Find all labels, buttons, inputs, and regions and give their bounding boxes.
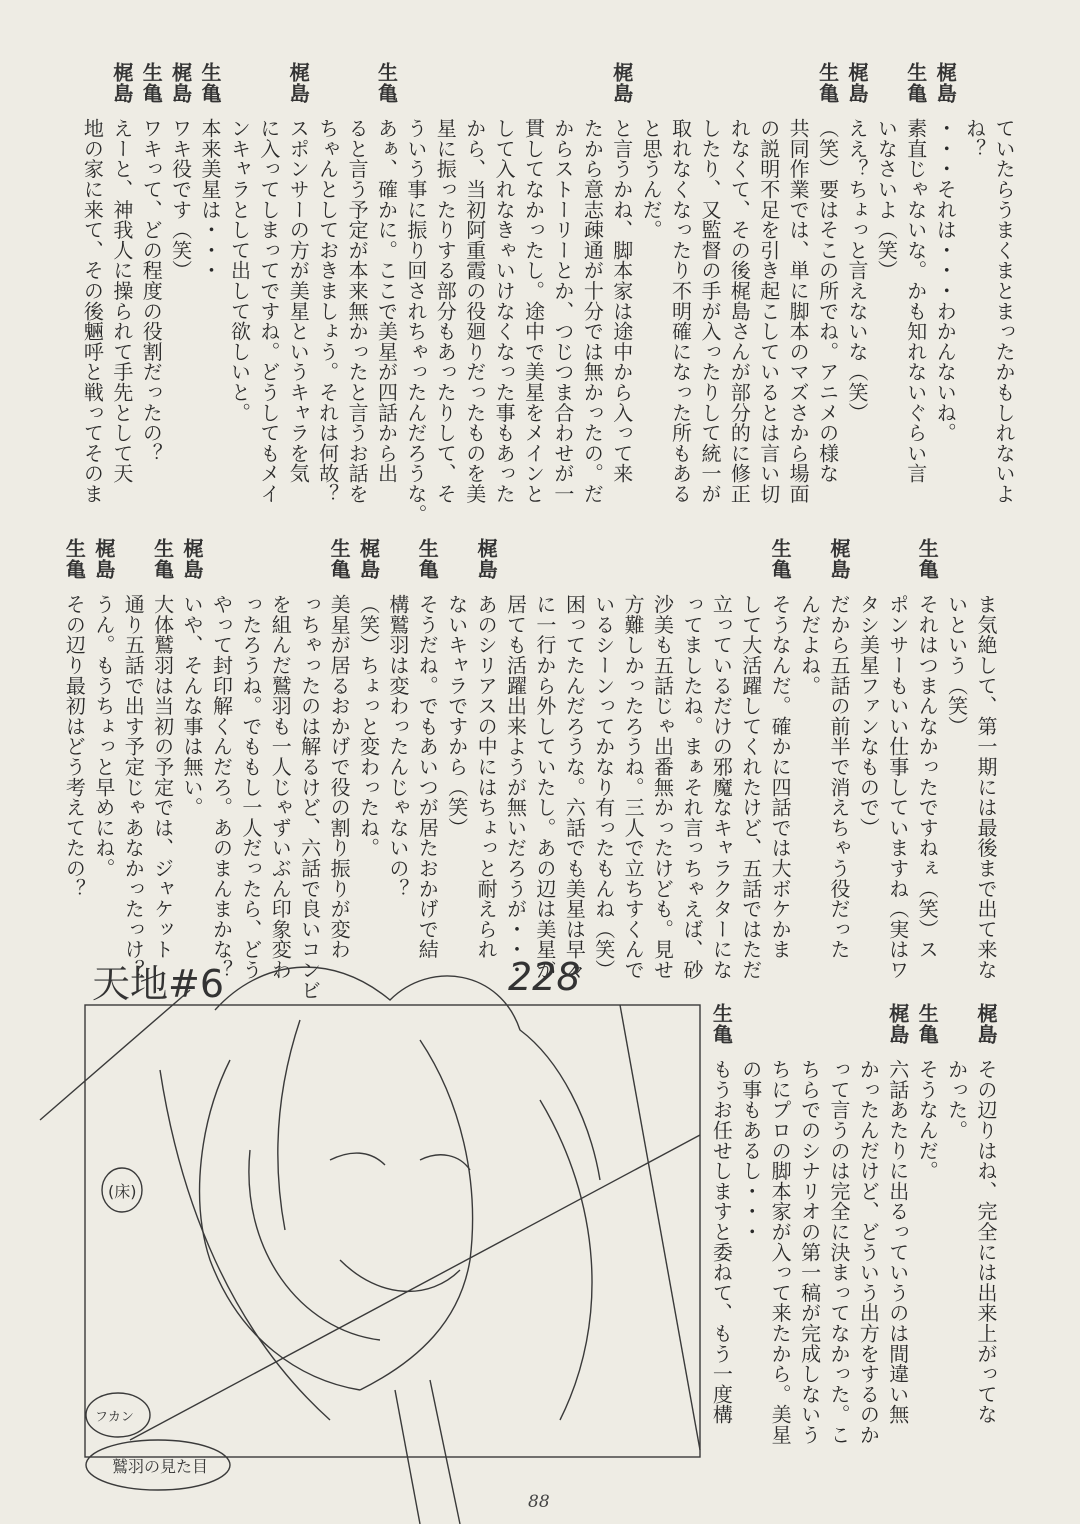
dialogue-text: 星に振ったりする部分もあったりして、そ [433, 118, 458, 504]
dialogue-text: して入れなきゃいけなくなった事もあった [492, 118, 517, 504]
dialogue-text: ワキって、どの程度の役割だったの？ [139, 118, 164, 464]
dialogue-text: ワキ役です（笑） [168, 118, 193, 281]
dialogue-text: 共同作業では、単に脚本のマズさから場面 [786, 118, 811, 504]
dialogue-text: ていたらうまくまとまったかもしれないよ [992, 118, 1016, 504]
dialogue-text: その辺り最初はどう考えてたの？ [62, 594, 87, 899]
dialogue-text: あぁ、確かに。ここで美星が四話から出 [374, 118, 399, 484]
speaker-label: 梶島 [609, 62, 634, 104]
dialogue-text: そうだね。でもあいつが居たおかげで結 [415, 594, 440, 960]
dialogue-text: いなさいよ（笑） [874, 118, 899, 281]
speaker-label: 梶島 [356, 538, 381, 580]
speaker-label: 梶島 [91, 538, 116, 580]
speaker-label: 梶島 [180, 538, 205, 580]
note-camera: フカン [95, 1410, 134, 1425]
dialogue-text: あのシリアスの中にはちょっと耐えられ [474, 594, 499, 960]
speaker-label: 生亀 [415, 538, 440, 580]
dialogue-text: 素直じゃないな。かも知れないぐらい言 [903, 118, 928, 484]
dialogue-text: 地の家に来て、その後魎呼と戦ってそのま [80, 118, 105, 504]
dialogue-text: って言うのは完全に決まってなかった。こ [826, 1059, 851, 1445]
dialogue-text: そうなんだ。 [915, 1059, 940, 1181]
dialogue-text: ンキャラとして出して欲しいと。 [227, 118, 252, 423]
dialogue-text: からストーリーとか、つじつま合わせが一 [550, 118, 575, 504]
speaker-label: 生亀 [903, 62, 928, 104]
page-number: 88 [528, 1492, 550, 1512]
speaker-label: 生亀 [198, 62, 223, 104]
speaker-label: 生亀 [139, 62, 164, 104]
dialogue-text: 取れなくなったり不明確になった所もある [668, 118, 693, 504]
dialogue-text: ま気絶して、第一期には最後まで出て来な [974, 594, 998, 980]
frame-border [85, 1005, 700, 1457]
speaker-label: 梶島 [168, 62, 193, 104]
dialogue-text: 通り五話で出す予定じゃあなかったっけ？ [121, 594, 146, 980]
speaker-label: 梶島 [933, 62, 958, 104]
dialogue-text: 大体鷲羽は当初の予定では、ジャケット [150, 594, 175, 960]
speaker-label: 梶島 [826, 538, 851, 580]
speaker-label: 生亀 [150, 538, 175, 580]
speaker-label: 梶島 [974, 1003, 998, 1045]
dialogue-text: 立っているだけの邪魔なキャラクターにな [709, 594, 734, 980]
dialogue-text: ういう事に振り回されちゃったんだろうな。 [403, 118, 428, 524]
dialogue-text: いや、そんな事は無い。 [180, 594, 205, 818]
speaker-label: 生亀 [62, 538, 87, 580]
dialogue-text: （笑）ちょっと変わったね。 [356, 594, 381, 858]
dialogue-text: 沙美も五話じゃ出番無かったけども。見せ [650, 594, 675, 980]
dialogue-text: に入ってしまってですね。どうしてもメイ [256, 118, 281, 504]
speaker-label: 生亀 [374, 62, 399, 104]
dialogue-text: やって封印解くんだろ。あのまんまかな？ [209, 594, 234, 980]
dialogue-text: いという（笑） [944, 594, 969, 737]
dialogue-text: を組んだ鷲羽も一人じゃずいぶん印象変わ [268, 594, 293, 980]
speaker-label: 梶島 [474, 538, 499, 580]
dialogue-text: そうなんだ。確かに四話では大ボケかま [768, 594, 793, 960]
dialogue-text: 貫してなかったし。途中で美星をメインと [521, 118, 546, 504]
dialogue-text: の事もあるし・・・ [738, 1059, 763, 1242]
dialogue-text: ・・・それは・・・わかんないね。 [933, 118, 958, 443]
dialogue-text: かった。 [944, 1059, 969, 1141]
dialogue-text: して大活躍してくれたけど、五話ではただ [738, 594, 763, 980]
dialogue-text: したり、又監督の手が入ったりして統一が [697, 118, 722, 504]
dialogue-text: 方難しかったろうね。三人で立ちすくんで [621, 594, 646, 980]
dialogue-text: 六話あたりに出るっていうのは間違い無 [885, 1059, 910, 1425]
speaker-label: 梶島 [109, 62, 134, 104]
dialogue-text: 本来美星は・・・ [198, 118, 223, 281]
dialogue-text: それはつまんなかったですねぇ（笑）ス [915, 594, 940, 960]
note-floor: (床) [108, 1182, 137, 1201]
dialogue-text: だから五話の前半で消えちゃう役だった [826, 594, 851, 960]
note-pov: 鷲羽の見た目 [112, 1457, 209, 1476]
speaker-label: 生亀 [815, 62, 840, 104]
speaker-label: 梶島 [844, 62, 869, 104]
dialogue-text: ちらでのシナリオの第一稿が完成しないう [797, 1059, 822, 1445]
dialogue-text: ると言う予定が本来無かったと言うお話を [345, 118, 370, 504]
dialogue-text: の説明不足を引き起こしているとは言い切 [756, 118, 781, 504]
dialogue-text: その辺りはね、完全には出来上がってな [974, 1059, 998, 1425]
speaker-label: 梶島 [286, 62, 311, 104]
dialogue-text: えーと、神我人に操られて手先として天 [109, 118, 134, 484]
cut-number: 228 [508, 955, 581, 999]
dialogue-text: から、当初阿重霞の役廻りだったものを美 [462, 118, 487, 504]
dialogue-text: （笑）要はそこの所でね。アニメの様な [815, 118, 840, 484]
dialogue-text: タシ美星ファンなもので） [856, 594, 881, 838]
speaker-label: 生亀 [915, 538, 940, 580]
speaker-label: 生亀 [915, 1003, 940, 1045]
dialogue-text: ポンサーもいい仕事していますね（実はワ [885, 594, 910, 980]
speaker-label: 生亀 [768, 538, 793, 580]
dialogue-text: うん。もうちょっと早めにね。 [91, 594, 116, 879]
speaker-label: 生亀 [709, 1003, 734, 1045]
dialogue-text: もうお任せしますと委ねて、もう一度構 [709, 1059, 734, 1425]
dialogue-text: と言うかね、脚本家は途中から入って来 [609, 118, 634, 484]
dialogue-text: 困ってたんだろうな。六話でも美星は早々 [562, 594, 587, 980]
dialogue-text: れなくて、その後梶島さんが部分的に修正 [727, 118, 752, 504]
dialogue-text: っちゃったのは解るけど、六話で良いコンビ [297, 594, 322, 1000]
dialogue-text: 美星が居るおかげで役の割り振りが変わ [327, 594, 352, 960]
dialogue-text: ってましたね。まぁそれ言っちゃえば、砂 [679, 594, 704, 980]
speaker-label: 梶島 [885, 1003, 910, 1045]
dialogue-text: 構鷲羽は変わったんじゃないの？ [385, 594, 410, 899]
dialogue-text: かったんだけど、どういう出方をするのか [856, 1059, 881, 1445]
dialogue-text: に一行から外していたし。あの辺は美星が [532, 594, 557, 980]
dialogue-text: ったろうね。でももし一人だったら、どう [238, 594, 263, 980]
speaker-label: 生亀 [327, 538, 352, 580]
dialogue-text: 居ても活躍出来ようが無いだろうが・・・ [503, 594, 528, 980]
dialogue-text: ええ？ちょっと言えないな（笑） [844, 118, 869, 423]
dialogue-text: と思うんだ。 [639, 118, 664, 240]
dialogue-text: ちにプロの脚本家が入って来たから。美星 [768, 1059, 793, 1445]
dialogue-text: たから意志疎通が十分では無かったの。だ [580, 118, 605, 504]
dialogue-text: ね？ [962, 118, 987, 159]
sketch-title: 天地#6 [92, 962, 225, 1006]
dialogue-text: スポンサーの方が美星というキャラを気 [286, 118, 311, 484]
dialogue-text: ちゃんとしておきましょう。それは何故？ [315, 118, 340, 504]
dialogue-text: ないキャラですから（笑） [444, 594, 469, 838]
dialogue-text: んだよね。 [797, 594, 822, 696]
dialogue-text: いるシーンってかなり有ったもんね（笑） [591, 594, 616, 980]
